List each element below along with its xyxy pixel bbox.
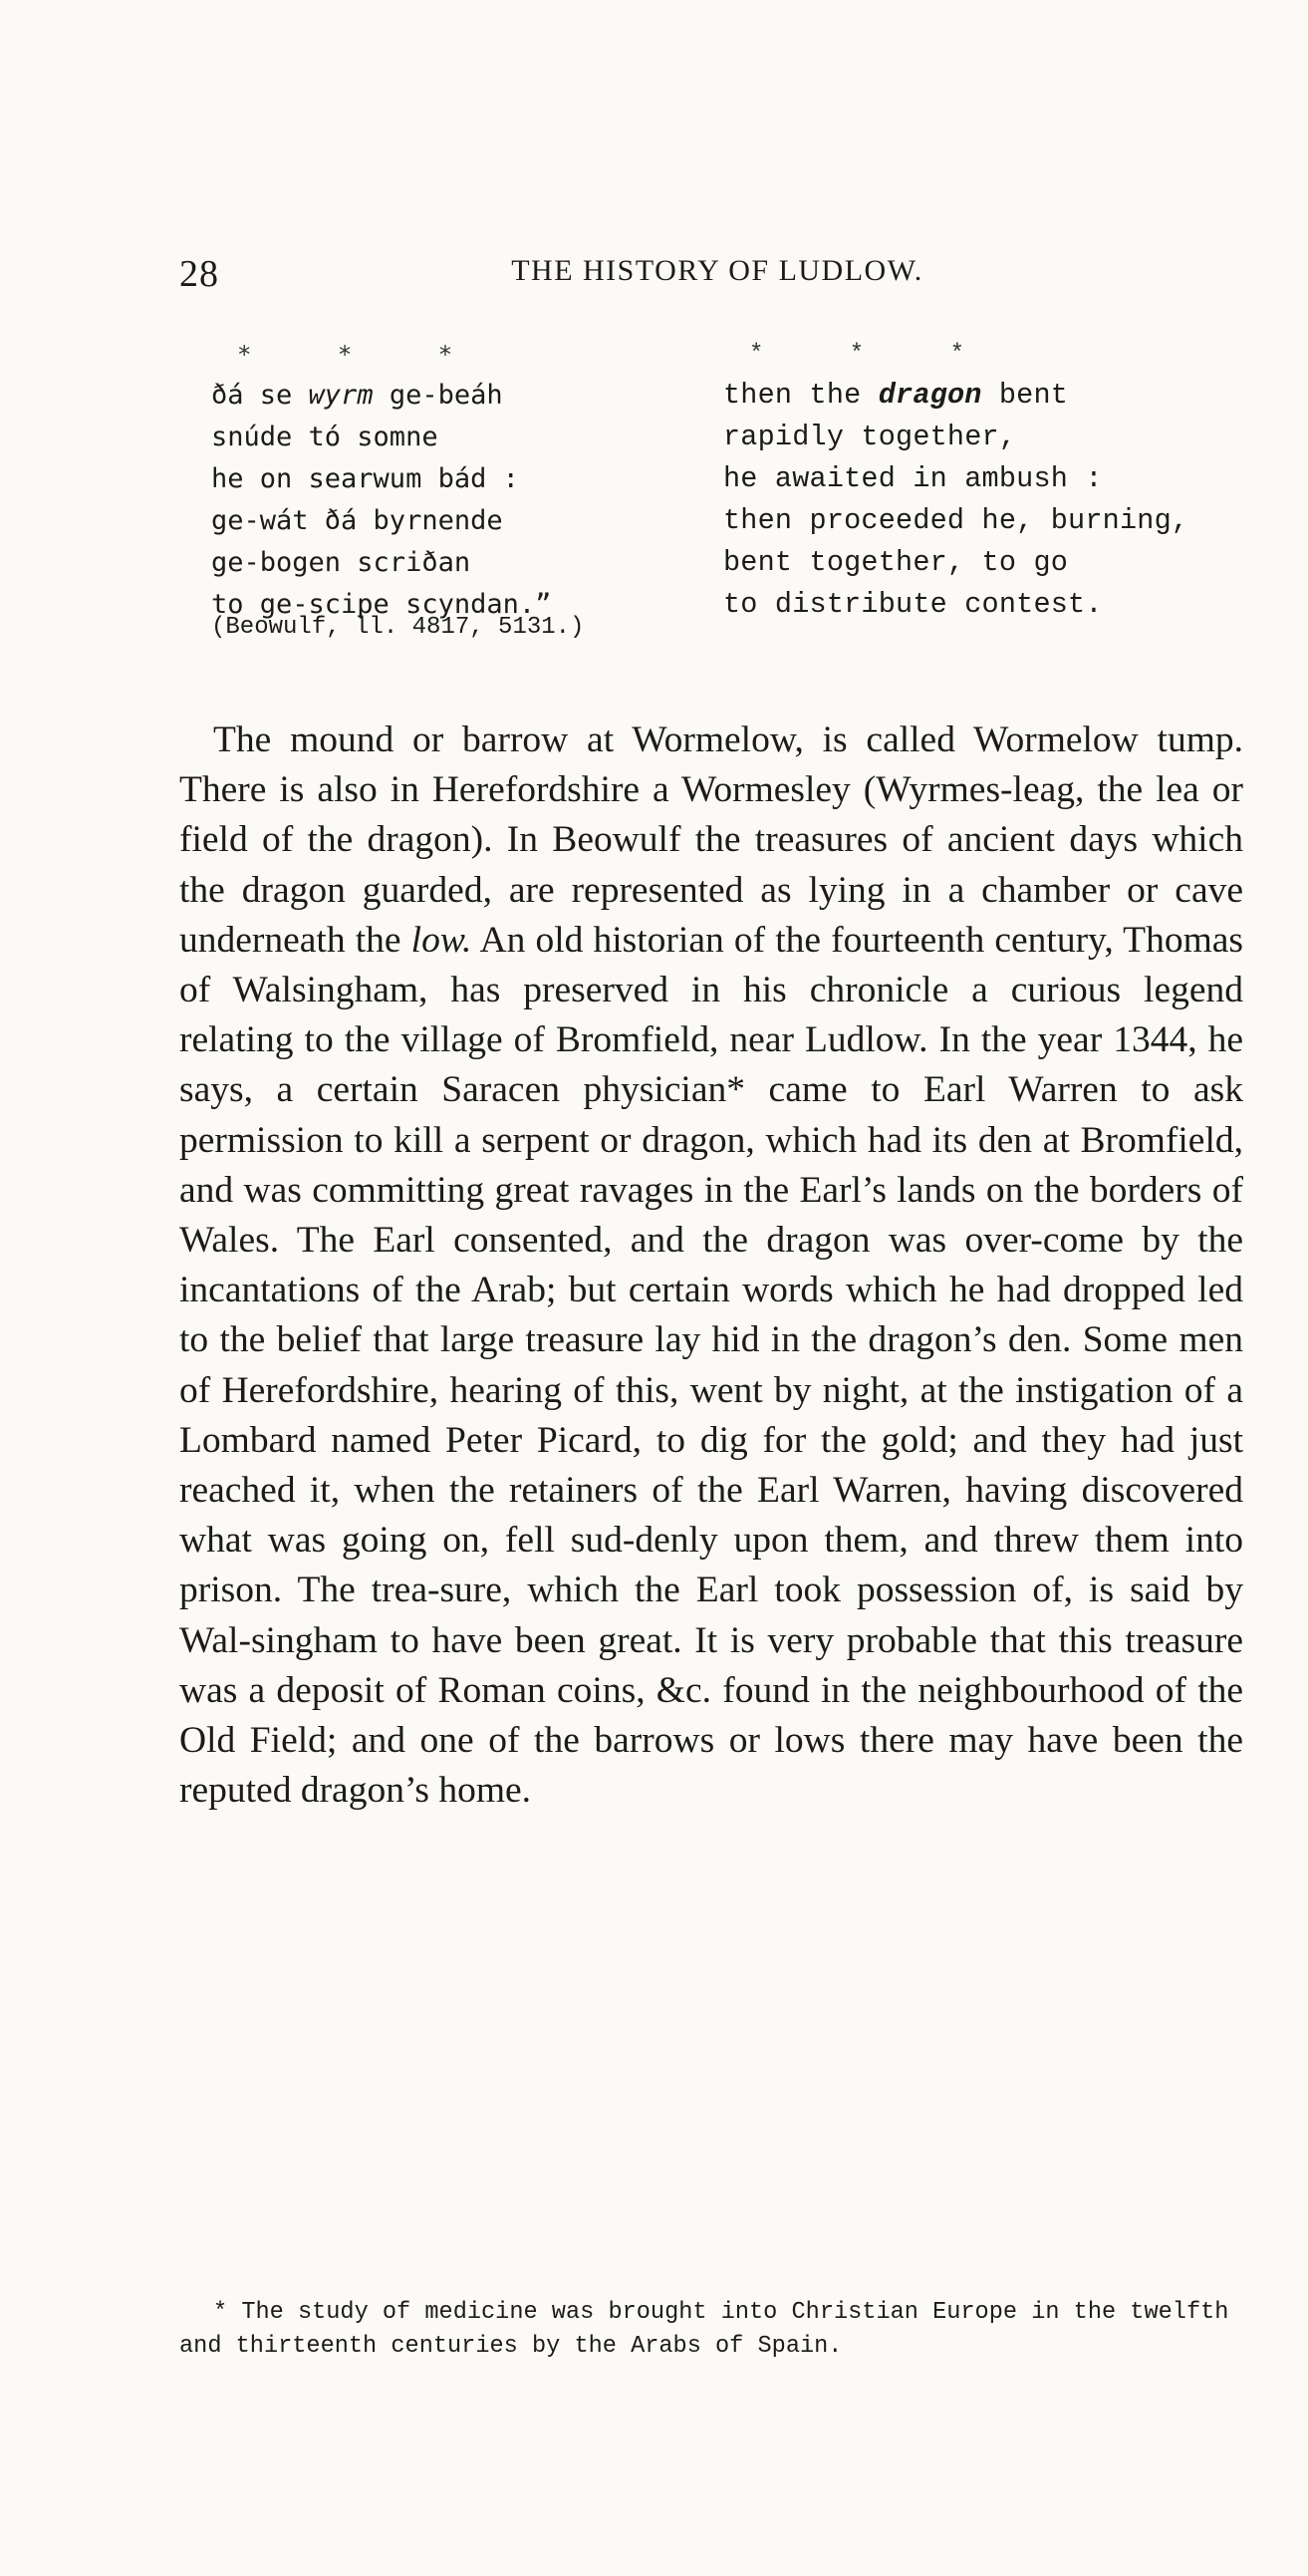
verse-original-line-4: ge-wát ðá byrnende (211, 505, 503, 536)
verse-original-line-3: he on searwum bád : (211, 463, 519, 494)
verse-translation-line-5: bent together, to go (723, 546, 1069, 579)
verse-translation-line-1 (723, 375, 1241, 417)
running-title: THE HISTORY OF LUDLOW. (511, 254, 923, 287)
verse-original-line-5: ge-bogen scriðan (211, 547, 471, 578)
paragraph-text: The mound or barrow at Wormelow, is called Wormelow tump. There is also in Herefordshire a Wormesley (Wyrmes-leag, the lea or field of the dragon). In Beowulf the treasures of ancient days which the dragon guarded, are represented as lying in a chamber or cave underneath the (179, 719, 1243, 961)
verse-translation-line-6: to distribute contest. (723, 588, 1103, 621)
verse-translation-line-2: rapidly together, (723, 421, 1017, 453)
verse-text: ðá se (211, 380, 309, 411)
verse-original-line-1 (211, 375, 630, 417)
verse-translation-line-3: he awaited in ambush : (723, 462, 1103, 495)
verse-text: then the (723, 379, 879, 412)
verse-stars-left: * * * (237, 341, 489, 369)
verse-text: bent (981, 379, 1069, 412)
paragraph-emphasis: low. (410, 919, 472, 961)
footnote: * The study of medicine was brought into Christian Europe in the twelfth and thirteenth centuries by the Arabs of Spain. (179, 2299, 1229, 2360)
verse-translation-column (723, 335, 1241, 626)
verse-original-line-6: to ge-scipe scyndan.” (211, 589, 552, 620)
verse-translation-line-4: then proceeded he, burning, (723, 504, 1189, 537)
page-number: 28 (179, 253, 219, 295)
verse-stars-right: * * * (749, 341, 1001, 368)
body-text (179, 716, 1243, 1816)
verse-emphasis: dragon (878, 379, 982, 412)
verse-original-column (211, 335, 630, 626)
body-paragraph (179, 716, 1243, 1816)
verse-citation: (Beowulf, ll. 4817, 5131.) (211, 614, 585, 641)
verse-original-line-2: snúde tó somne (211, 422, 438, 452)
verse-emphasis: wyrm (308, 380, 374, 411)
verse-text: ge-beáh (373, 380, 503, 411)
page-header (179, 252, 1255, 302)
paragraph-text: An old historian of the fourteenth century, Thomas of Walsingham, has preserved in his chronicle a curious legend relating to the village of Bromfield, near Ludlow. In the year 1344, he says, a certain Saracen physician* came to Earl Warren to ask permission to kill a serpent or dragon, which had its den at Bromfield, and was committing great ravages in the Earl’s lands on the borders of Wales. The Earl consented, and the dragon was over-come by the incantations of the Arab; but certain words which he had dropped led to the belief that large treasure lay hid in the dragon’s den. Some men of Herefordshire, hearing of this, went by night, at the instigation of a Lombard named Peter Picard, to dig for the gold; and they had just reached it, when the retainers of the Earl Warren, having discovered what was going on, fell sud-denly upon them, and threw them into prison. The trea-sure, which the Earl took possession of, is said by Wal-singham to have been great. It is very probable that this treasure was a deposit of Roman coins, &c. found in the neighbourhood of the Old Field; and one of the barrows or lows there may have been the reputed dragon’s home. (179, 919, 1243, 1812)
